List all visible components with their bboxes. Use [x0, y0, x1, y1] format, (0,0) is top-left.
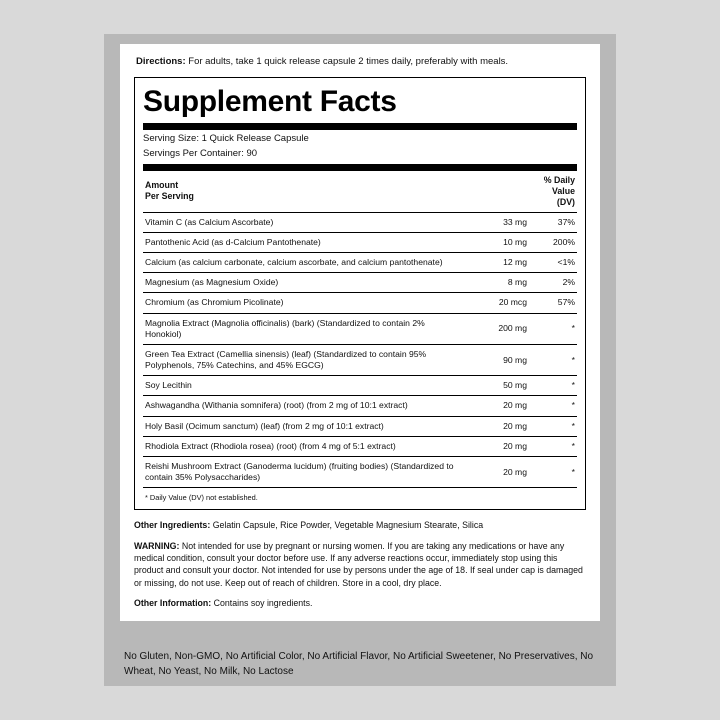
ingredient-name: Magnolia Extract (Magnolia officinalis) (bark) (Standardized to contain 2% Honokiol) — [143, 313, 465, 344]
directions-line — [136, 56, 586, 69]
table-row — [143, 457, 577, 488]
ingredient-amount: 8 mg — [465, 273, 529, 293]
ingredient-name: Calcium (as calcium carbonate, calcium ascorbate, and calcium pantothenate) — [143, 253, 465, 273]
warning-text: Not intended for use by pregnant or nursing women. If you are taking any medications or have any medical condition, consult your doctor before use. If any adverse reactions occur, immediately stop using this product and consult your doctor. Not intended for use by persons under the age of 18. If seal under cap is damaged or missing, do not use. Keep out of reach of children. Store in a cool, dry place. — [134, 540, 583, 588]
ingredient-amount: 50 mg — [465, 376, 529, 396]
ingredient-dv: <1% — [529, 253, 577, 273]
ingredient-dv: 57% — [529, 293, 577, 313]
serving-info — [143, 130, 577, 164]
ingredient-amount: 90 mg — [465, 344, 529, 375]
ingredient-dv: 37% — [529, 212, 577, 232]
amount-per-serving-header — [143, 171, 465, 212]
other-ingredients-line — [134, 519, 586, 531]
ingredient-amount: 20 mg — [465, 436, 529, 456]
ingredient-dv: * — [571, 466, 575, 477]
ingredient-amount: 20 mcg — [465, 293, 529, 313]
table-row — [143, 436, 577, 456]
other-information-line — [134, 597, 586, 609]
dv-header-line3: (DV) — [556, 196, 575, 207]
ingredient-dv: * — [529, 313, 577, 344]
table-row — [143, 344, 577, 375]
table-row — [143, 232, 577, 252]
ingredient-dv: * — [529, 344, 577, 375]
ingredient-amount: 33 mg — [465, 212, 529, 232]
table-row — [143, 273, 577, 293]
ingredient-name: Holy Basil (Ocimum sanctum) (leaf) (from 2 mg of 10:1 extract) — [143, 416, 465, 436]
ingredient-amount: 200 mg — [465, 313, 529, 344]
table-header-row — [143, 171, 577, 212]
serving-size: Serving Size: 1 Quick Release Capsule — [143, 133, 309, 145]
supplement-facts-box — [134, 77, 586, 511]
table-row — [143, 313, 577, 344]
ingredient-amount: 20 mg — [465, 396, 529, 416]
amount-header-spacer — [465, 171, 529, 212]
ingredient-name: Pantothenic Acid (as d-Calcium Pantothenate) — [143, 232, 465, 252]
ingredient-amount: 20 mg — [503, 466, 527, 477]
ingredient-name: Soy Lecithin — [143, 376, 465, 396]
ingredient-amount: 12 mg — [465, 253, 529, 273]
directions-text: For adults, take 1 quick release capsule 2 times daily, preferably with meals. — [185, 56, 509, 67]
label-sheet — [120, 44, 600, 621]
ingredient-name: Magnesium (as Magnesium Oxide) — [143, 273, 465, 293]
ingredient-name: Reishi Mushroom Extract (Ganoderma lucidum) (fruiting bodies) (Standardized to contain 35% Polysaccharides) — [145, 461, 454, 483]
ingredient-dv: * — [529, 436, 577, 456]
free-from-claims: No Gluten, Non-GMO, No Artificial Color, No Artificial Flavor, No Artificial Sweetener, No Preservatives, No Wheat, No Yeast, No Milk, No Lactose — [124, 651, 594, 677]
warning-label: WARNING: — [134, 540, 180, 551]
title-divider — [143, 123, 577, 130]
ingredient-dv: 200% — [529, 232, 577, 252]
ingredient-dv: * — [529, 396, 577, 416]
dv-header-line1: % Daily — [543, 174, 575, 185]
dv-header-line2: Value — [552, 185, 575, 196]
ingredient-name: Ashwagandha (Withania somnifera) (root) (from 2 mg of 10:1 extract) — [143, 396, 465, 416]
table-row — [143, 253, 577, 273]
ingredient-dv: 2% — [529, 273, 577, 293]
other-ingredients-label: Other Ingredients: — [134, 520, 211, 531]
supplement-facts-table — [143, 171, 577, 488]
warning-line — [134, 540, 586, 589]
other-information-label: Other Information: — [134, 597, 212, 608]
supplement-facts-title: Supplement Facts — [143, 84, 397, 118]
daily-value-header — [529, 171, 577, 212]
ingredient-amount: 20 mg — [465, 416, 529, 436]
table-row — [143, 396, 577, 416]
other-ingredients-text: Gelatin Capsule, Rice Powder, Vegetable Magnesium Stearate, Silica — [210, 520, 484, 531]
amount-header-line2: Per Serving — [145, 191, 194, 202]
table-row — [143, 212, 577, 232]
table-row — [143, 293, 577, 313]
amount-header-line1: Amount — [145, 179, 179, 190]
table-row — [143, 416, 577, 436]
ingredient-name: Chromium (as Chromium Picolinate) — [143, 293, 465, 313]
other-information-text: Contains soy ingredients. — [211, 597, 313, 608]
ingredient-dv: * — [529, 416, 577, 436]
table-row — [143, 376, 577, 396]
ingredient-name: Vitamin C (as Calcium Ascorbate) — [143, 212, 465, 232]
ingredient-amount: 10 mg — [465, 232, 529, 252]
serving-divider — [143, 164, 577, 171]
directions-label: Directions: — [136, 56, 186, 67]
ingredient-name: Green Tea Extract (Camellia sinensis) (leaf) (Standardized to contain 95% Polyphenols, 75% Catechins, and 45% EGCG) — [143, 344, 465, 375]
supplement-label-panel — [104, 34, 616, 686]
ingredient-dv: * — [529, 376, 577, 396]
servings-per-container: Servings Per Container: 90 — [143, 147, 258, 159]
ingredient-name: Rhodiola Extract (Rhodiola rosea) (root) (from 4 mg of 5:1 extract) — [143, 436, 465, 456]
daily-value-footnote: * Daily Value (DV) not established. — [143, 487, 577, 504]
